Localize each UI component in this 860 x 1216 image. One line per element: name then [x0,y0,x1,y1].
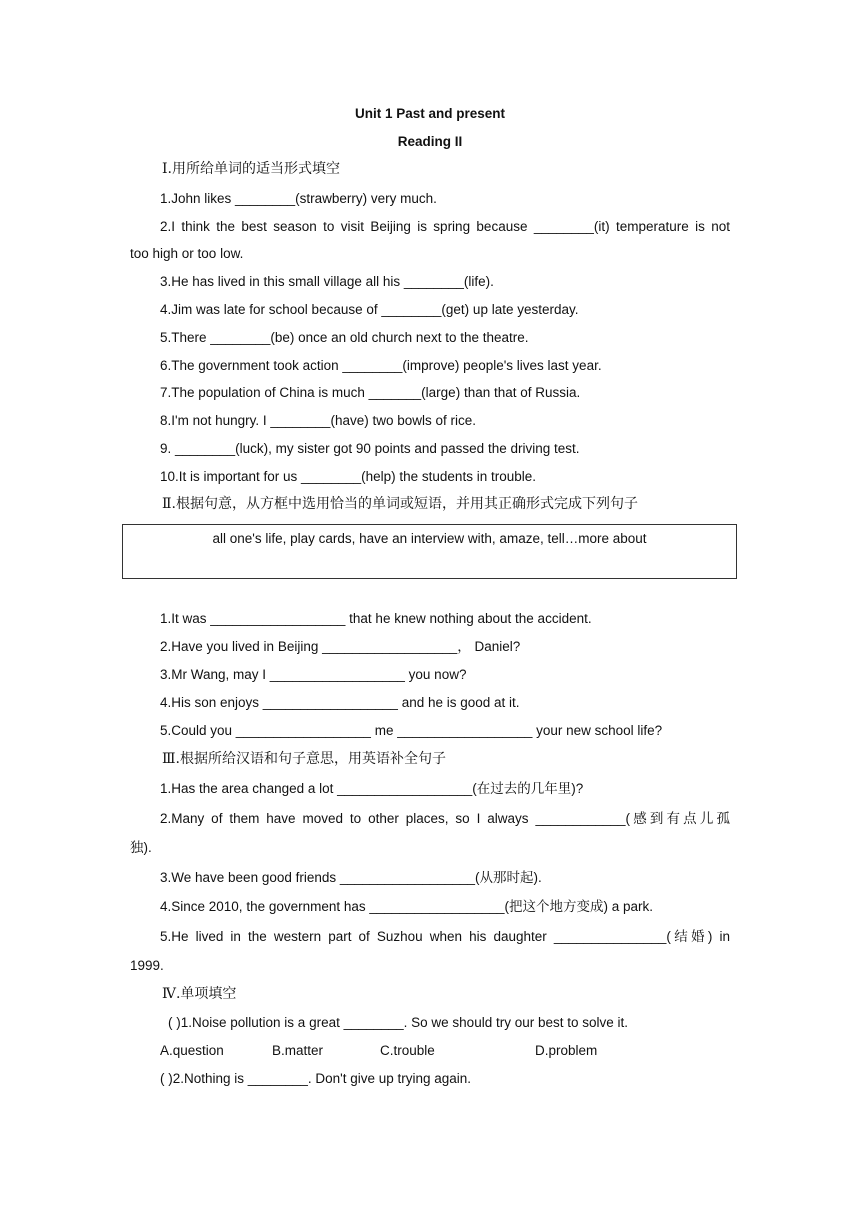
section-3-item: 2.Many of them have moved to other places, so I always ____________(感到有点儿孤 [160,811,730,826]
section-1-item: 6.The government took action ________(improve) people's lives last year. [160,358,602,373]
section-2-item: 4.His son enjoys __________________ and he is good at it. [160,695,520,710]
section-4-heading: Ⅳ.单项填空 [162,986,237,1002]
section-2-item: 5.Could you __________________ me __________________ your new school life? [160,723,663,738]
question-1-option-b: B.matter [272,1043,324,1058]
page-subtitle: Reading II [397,134,463,149]
section-1-item: 2.I think the best season to visit Beijing is spring because ________(it) temperature is not [160,219,730,234]
question-1-option-d: D.problem [535,1043,598,1058]
section-2-item: 2.Have you lived in Beijing __________________， Daniel? [160,639,521,654]
section-3-item-continued: 独). [130,840,152,855]
section-3-item-continued: 1999. [130,958,164,973]
page-title: Unit 1 Past and present [354,106,506,121]
section-1-item-continued: too high or too low. [130,246,244,261]
section-3-item: 4.Since 2010, the government has __________________(把这个地方变成) a park. [160,899,654,914]
section-3-item: 3.We have been good friends __________________(从那时起). [160,870,542,885]
section-2-heading: Ⅱ.根据句意，从方框中选用恰当的单词或短语，并用其正确形式完成下列句子 [162,496,638,512]
section-2-item: 3.Mr Wang, may I __________________ you now? [160,667,467,682]
word-box [122,524,737,579]
section-1-item: 4.Jim was late for school because of ________(get) up late yesterday. [160,302,579,317]
question-1-option-a: A.question [160,1043,224,1058]
word-box-text: all one's life, play cards, have an interview with, amaze, tell…more about [212,531,647,546]
section-3-item: 5.He lived in the western part of Suzhou when his daughter _______________(结婚) in [160,929,730,944]
section-1-item: 8.I'm not hungry. I ________(have) two bowls of rice. [160,413,476,428]
section-3-item: 1.Has the area changed a lot __________________(在过去的几年里)? [160,781,584,796]
section-1-item: 10.It is important for us ________(help) the students in trouble. [160,469,536,484]
section-2-item: 1.It was __________________ that he knew nothing about the accident. [160,611,592,626]
question-2: ( )2.Nothing is ________. Don't give up trying again. [160,1071,472,1086]
section-1-item: 9. ________(luck), my sister got 90 points and passed the driving test. [160,441,580,456]
section-3-heading: Ⅲ.根据所给汉语和句子意思，用英语补全句子 [162,751,446,767]
section-1-heading: Ⅰ.用所给单词的适当形式填空 [162,161,340,177]
question-1-option-c: C.trouble [380,1043,435,1058]
section-1-item: 1.John likes ________(strawberry) very much. [160,191,437,206]
section-1-item: 5.There ________(be) once an old church next to the theatre. [160,330,529,345]
section-1-item: 3.He has lived in this small village all his ________(life). [160,274,494,289]
question-1: ( )1.Noise pollution is a great ________. So we should try our best to solve it. [168,1015,629,1030]
section-1-item: 7.The population of China is much _______(large) than that of Russia. [160,385,581,400]
